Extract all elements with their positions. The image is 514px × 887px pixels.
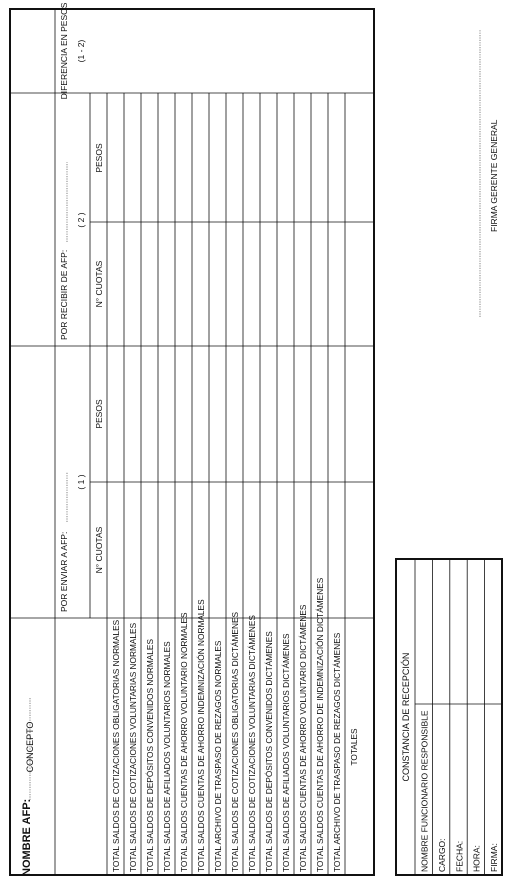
concepto-header: CONCEPTO	[25, 721, 35, 773]
reception-box	[396, 559, 502, 875]
recibir-pesos-header: PESOS	[94, 143, 104, 173]
concepto-row-label: TOTAL SALDOS DE COTIZACIONES OBLIGATORIAS NORMALES	[111, 619, 121, 872]
reception-title: CONSTANCIA DE RECEPCIÓN	[401, 652, 411, 782]
concepto-row-label: TOTAL SALDOS DE DEPÓSITOS CONVENIDOS NORMALES	[145, 639, 155, 872]
concepto-row-label: TOTAL SALDOS CUENTAS DE AHORRO VOLUNTARIO DICTÁMENES	[298, 604, 308, 872]
enviar-num: ( 1 )	[76, 474, 86, 490]
reception-field-label: NOMBRE FUNCIONARIO RESPONSIBLE	[419, 710, 430, 872]
concepto-row-label: TOTAL SALDOS DE DEPÓSITOS CONVENIDOS DICTÁMENES	[264, 631, 274, 872]
concepto-row-label: TOTAL SALDOS DE COTIZACIONES VOLUNTARIAS NORMALES	[128, 622, 138, 872]
concepto-row-label: TOTAL SALDOS DE COTIZACIONES OBLIGATORIAS DICTÁMENES	[230, 611, 240, 872]
concepto-row-label: TOTAL ARCHIVO DE TRASPASO DE REZAGOS NORMALES	[213, 640, 223, 872]
recibir-num: ( 2 )	[76, 212, 86, 228]
recibir-header: POR RECIBIR DE AFP:	[59, 249, 69, 340]
enviar-pesos-header: PESOS	[94, 399, 104, 429]
table-rows	[107, 93, 359, 875]
reception-field-label: FECHA:	[454, 840, 465, 872]
enviar-header: POR ENVIAR A AFP:	[59, 531, 69, 612]
recibir-cuotas-header: N° CUOTAS	[94, 260, 104, 308]
concepto-row-label: TOTAL SALDOS DE COTIZACIONES VOLUNTARIAS DICTÁMENES	[247, 615, 257, 872]
reception-field-label: FIRMA:	[489, 843, 500, 872]
signature-label: FIRMA GERENTE GENERAL	[489, 119, 499, 232]
reception-field-label: HORA:	[471, 845, 482, 872]
nombre-afp-label: NOMBRE AFP:	[21, 798, 33, 876]
concepto-row-label: TOTAL ARCHIVO DE TRASPASO DE REZAGOS DICTÁMENES	[332, 632, 342, 872]
reception-field-label: CARGO:	[436, 838, 447, 872]
concepto-row-label: TOTAL SALDOS DE AFILIADOS VOLUNTARIOS DICTÁMENES	[281, 633, 291, 872]
concepto-row-label: TOTAL SALDOS CUENTAS DE AHORRO VOLUNTARIO NORMALES	[179, 612, 189, 872]
reception-fields	[415, 559, 502, 875]
concepto-row-label: TOTAL SALDOS CUENTAS DE AHORRO INDEMNIZACIÓN NORMALES	[196, 599, 206, 872]
concepto-row-label: TOTAL SALDOS CUENTAS DE AHORRO DE INDEMNIZACIÓN DICTÁMENES	[315, 577, 325, 872]
diferencia-header: DIFERENCIA EN PESOS	[59, 2, 69, 100]
concepto-row-label: TOTAL SALDOS DE AFILIADOS VOLUNTARIOS NORMALES	[162, 641, 172, 872]
form-content	[10, 2, 514, 876]
enviar-cuotas-header: N° CUOTAS	[94, 526, 104, 574]
totales-label: TOTALES	[349, 728, 359, 766]
diferencia-num: (1 - 2)	[76, 39, 86, 63]
